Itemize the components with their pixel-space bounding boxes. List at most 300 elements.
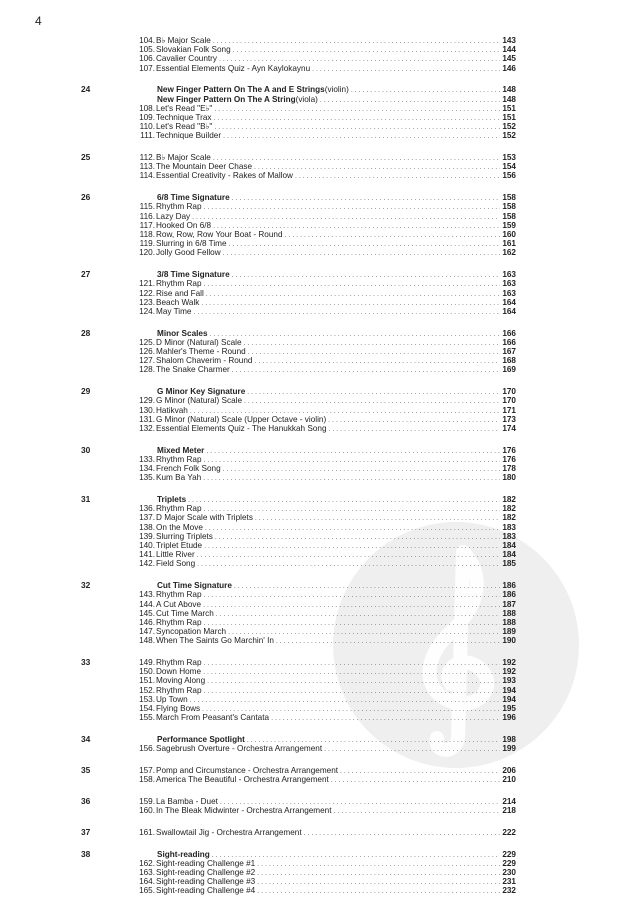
entry-title: D Minor (Natural) Scale [156,337,242,347]
toc-entry-row[interactable] [138,104,516,113]
entry-title: D Major Scale with Triplets [156,513,253,523]
toc-entry-row[interactable] [138,356,516,365]
entry-title: Triplet Etude [156,541,203,550]
page-ref: 162 [502,248,516,258]
entry-title: Rhythm Rap [156,504,202,514]
entry-number: 112. [139,153,155,163]
page-ref: 183 [502,531,516,541]
toc-section [0,193,640,257]
entry-number: 136. [139,504,155,514]
page-ref: 158 [502,211,516,221]
entry-title: Rhythm Rap [156,279,202,289]
entry-number: 120. [139,248,155,258]
entry-title: Sight-reading [157,849,210,859]
page-ref: 232 [502,886,516,896]
entry-title: G Minor (Natural) Scale (Upper Octave - violin) [156,414,327,424]
toc-entry-row[interactable] [138,406,516,415]
toc-entry-row[interactable] [138,877,516,886]
toc-entry-row[interactable] [138,455,516,464]
page-ref: 166 [502,328,516,338]
lesson-number: 24 [81,84,91,95]
toc-entry-row[interactable] [138,396,516,405]
page-ref: 152 [502,131,516,141]
entry-number: 132. [139,423,155,433]
toc-entry-row[interactable] [138,212,516,221]
toc-entry-row[interactable] [138,64,516,73]
lesson-number: 31 [81,494,91,505]
entry-title: Rise and Fall [156,288,204,298]
page-ref: 145 [502,54,516,64]
entry-number: 118. [139,229,155,239]
page-ref: 214 [502,796,516,806]
entry-title: Cut Time March [156,608,214,618]
entry-number: 140. [139,541,155,550]
page-ref: 161 [502,239,516,249]
toc-entry-row[interactable] [138,797,516,806]
page-ref: 222 [502,827,516,837]
toc-entry-row[interactable] [138,590,516,599]
entry-number: 110. [139,122,155,132]
entry-title: In The Bleak Midwinter - Orchestra Arrangement [156,806,332,816]
entry-number: 147. [139,627,155,637]
page-ref: 170 [502,396,516,406]
entry-title: May Time [156,306,192,316]
entry-number: 142. [139,559,155,569]
lesson-number: 30 [81,444,91,455]
toc-entry-row[interactable] [138,298,516,307]
entry-number: 105. [139,45,155,55]
toc-entry-row[interactable] [138,828,516,837]
entry-number: 155. [139,713,155,723]
page-ref: 148 [502,94,516,104]
toc-section [0,581,640,645]
page-ref: 154 [502,162,516,172]
toc-section [0,85,640,140]
toc-entry-row[interactable] [138,713,516,722]
page-ref: 164 [502,306,516,316]
entry-title: Up Town [156,694,188,704]
toc-entry-row[interactable] [138,550,516,559]
page-ref: 183 [502,522,516,532]
entry-number: 113. [139,162,155,172]
page-ref: 158 [502,193,516,203]
toc-entry-row[interactable] [138,806,516,815]
entry-number: 154. [139,704,155,713]
lesson-number: 35 [81,764,91,775]
entry-number: 159. [139,796,155,806]
toc-heading-row[interactable] [138,95,516,104]
entry-title: Essential Creativity - Rakes of Mallow [156,171,293,181]
toc-entry-row[interactable] [138,744,516,753]
toc-heading-row[interactable] [138,329,516,338]
entry-number: 137. [139,513,155,523]
dot-leader [223,132,500,141]
toc-section [0,735,640,753]
entry-number: 145. [139,608,155,618]
entry-number: 158. [139,775,155,785]
dot-leader [312,65,500,74]
page-ref: 182 [502,504,516,514]
page-ref: 195 [502,704,516,713]
page-ref: 185 [502,559,516,569]
entry-title: Slurring in 6/8 Time [156,239,227,249]
toc-heading-row[interactable] [138,387,516,396]
entry-title: Rhythm Rap [156,590,202,600]
entry-title: B♭ Major Scale [156,153,211,163]
page-ref: 170 [502,387,516,397]
page-ref: 143 [502,36,516,45]
toc-section [0,850,640,896]
entry-title: Technique Builder [156,131,222,141]
toc-section [0,797,640,815]
toc-entry-row[interactable] [138,600,516,609]
dot-leader [276,637,500,646]
entry-number: 146. [139,617,155,627]
entry-number: 126. [139,347,155,357]
toc-entry-row[interactable] [138,532,516,541]
entry-number: 163. [139,868,155,878]
entry-title: Let's Read "B♭" [156,122,213,132]
toc-entry-row[interactable] [138,609,516,618]
entry-title: New Finger Pattern On The A and E Strings(violin) [157,85,349,95]
toc-entry-row[interactable] [138,464,516,473]
lesson-number: 33 [81,657,91,668]
entry-number: 152. [139,685,155,695]
toc-entry-row[interactable] [138,162,516,171]
entry-number: 143. [139,590,155,600]
entry-number: 157. [139,765,155,775]
lesson-number: 29 [81,386,91,397]
entry-title: Flying Bows [156,704,201,713]
entry-number: 111. [140,131,155,141]
entry-title: Technique Trax [156,112,212,122]
toc-entry-row[interactable] [138,676,516,685]
entry-number: 134. [139,464,155,474]
toc-section [0,446,640,483]
entry-title: Little River [156,550,195,560]
page-ref: 193 [502,676,516,686]
page-ref: 229 [502,858,516,868]
entry-number: 128. [139,365,155,375]
page-ref: 168 [502,356,516,366]
entry-title: Mahler's Theme - Round [156,347,246,357]
entry-title: 3/8 Time Signature [157,270,230,280]
entry-title: French Folk Song [156,464,221,474]
lesson-number: 34 [81,733,91,744]
page-ref: 196 [502,713,516,723]
page-ref: 186 [502,590,516,600]
entry-number: 164. [139,877,155,887]
entry-number: 148. [139,636,155,646]
page-ref: 169 [502,365,516,375]
toc-heading-row[interactable] [138,446,516,455]
toc-entry-row[interactable] [138,122,516,131]
toc-entry-row[interactable] [138,686,516,695]
toc-entry-row[interactable] [138,695,516,704]
entry-title: B♭ Major Scale [156,36,211,45]
page-ref: 229 [502,849,516,859]
entry-title: Rhythm Rap [156,617,202,627]
toc-entry-row[interactable] [138,868,516,877]
lesson-number: 38 [81,848,91,859]
entry-title: Mixed Meter [157,445,205,455]
entry-number: 141. [139,550,155,560]
entry-title: Moving Along [156,676,206,686]
toc-heading-row[interactable] [138,495,516,504]
page-ref: 190 [502,636,516,646]
entry-title: Beach Walk [156,297,200,307]
entry-number: 117. [139,220,155,230]
toc-entry-row[interactable] [138,230,516,239]
entry-title: G Minor (Natural) Scale [156,396,242,406]
entry-number: 121. [139,279,155,289]
lesson-number: 36 [81,795,91,806]
entry-number: 116. [139,211,155,221]
page-ref: 218 [502,806,516,816]
entry-title: When The Saints Go Marchin' In [156,636,274,646]
entry-title: Slovakian Folk Song [156,45,231,55]
toc-section [0,495,640,569]
page-ref: 188 [502,617,516,627]
page-ref: 176 [502,454,516,464]
page-ref: 206 [502,765,516,775]
entry-suffix: (viola) [295,94,318,104]
toc-entry-row[interactable] [138,202,516,211]
page-ref: 198 [502,734,516,744]
toc-entry-row[interactable] [138,279,516,288]
toc-entry-row[interactable] [138,54,516,63]
toc-section [0,828,640,837]
toc-section [0,36,640,73]
dot-leader [295,172,500,181]
toc-entry-row[interactable] [138,636,516,645]
entry-title: Slurring Triplets [156,531,213,541]
toc-entry-row[interactable] [138,658,516,667]
dot-leader [197,560,500,569]
entry-number: 138. [139,522,155,532]
entry-number: 129. [139,396,155,406]
lesson-number: 25 [81,152,91,163]
dot-leader [257,887,500,896]
page-ref: 194 [502,694,516,704]
entry-title: March From Peasant's Cantata [156,713,270,723]
toc-entry-row[interactable] [138,886,516,895]
toc-entry-row[interactable] [138,627,516,636]
entry-title: Minor Scales [157,328,208,338]
toc-heading-row[interactable] [138,270,516,279]
entry-title: Kum Ba Yah [156,473,202,483]
entry-title: Cut Time Signature [157,581,232,591]
page-ref: 199 [502,744,516,754]
toc-heading-row[interactable] [138,735,516,744]
entry-title: Sight-reading Challenge #2 [156,868,256,878]
page-ref: 163 [502,270,516,280]
entry-number: 153. [139,694,155,704]
entry-number: 114. [139,171,155,181]
dot-leader [203,474,500,483]
toc-entry-row[interactable] [138,365,516,374]
entry-number: 144. [139,599,155,609]
entry-title: The Mountain Deer Chase [156,162,253,172]
entry-title: Rhythm Rap [156,658,202,668]
entry-number: 149. [139,658,155,668]
toc-section [0,270,640,316]
page-ref: 192 [502,667,516,677]
dot-leader [329,425,501,434]
entry-title: A Cut Above [156,599,202,609]
toc-entry-row[interactable] [138,541,516,550]
entry-number: 115. [139,202,155,212]
toc-section [0,329,640,375]
toc-entry-row[interactable] [138,415,516,424]
entry-title: Cavalier Country [156,54,217,64]
page-number: 4 [35,14,42,28]
dot-leader [193,308,500,317]
dot-leader [331,776,501,785]
entry-number: 160. [139,806,155,816]
toc-entry-row[interactable] [138,221,516,230]
toc-entry-row[interactable] [138,667,516,676]
toc-heading-row[interactable] [138,193,516,202]
page-ref: 176 [502,445,516,455]
entry-title: Hatikvah [156,405,188,415]
toc-entry-row[interactable] [138,523,516,532]
toc-entry-row[interactable] [138,859,516,868]
page-ref: 151 [502,112,516,122]
page-ref: 153 [502,153,516,163]
toc-entry-row[interactable] [138,153,516,162]
page-ref: 192 [502,658,516,668]
page-ref: 164 [502,297,516,307]
entry-title: 6/8 Time Signature [157,193,230,203]
entry-title: Triplets [157,495,187,505]
page-ref: 180 [502,473,516,483]
page-ref: 171 [502,405,516,415]
page-ref: 184 [502,550,516,560]
toc-entry-row[interactable] [138,36,516,45]
lesson-number: 26 [81,192,91,203]
entry-number: 107. [139,63,155,73]
toc-entry-row[interactable] [138,473,516,482]
entry-number: 165. [139,886,155,896]
entry-title: Essential Elements Quiz - The Hanukkah Song [156,423,327,433]
entry-number: 151. [139,676,155,686]
entry-title: Hooked On 6/8 [156,220,212,230]
page-ref: 144 [502,45,516,55]
page-ref: 156 [502,171,516,181]
entry-title: Lazy Day [156,211,191,221]
toc-entry-row[interactable] [138,766,516,775]
page-ref: 174 [502,423,516,433]
toc-section [0,658,640,722]
page-ref: 163 [502,279,516,289]
entry-number: 127. [139,356,155,366]
entry-number: 133. [139,454,155,464]
entry-title: Rhythm Rap [156,202,202,212]
page-ref: 184 [502,541,516,550]
entry-title: Syncopation March [156,627,227,637]
page-ref: 186 [502,581,516,591]
toc-entry-row[interactable] [138,618,516,627]
dot-leader [223,249,501,258]
toc-heading-row[interactable] [138,850,516,859]
toc-entry-row[interactable] [138,559,516,568]
entry-number: 161. [139,827,155,837]
entry-number: 106. [139,54,155,64]
page-ref: 160 [502,229,516,239]
page-ref: 148 [502,85,516,95]
toc-entry-row[interactable] [138,424,516,433]
page-ref: 178 [502,464,516,474]
toc-entry-row[interactable] [138,347,516,356]
toc-entry-row[interactable] [138,131,516,140]
page-ref: 146 [502,63,516,73]
entry-number: 122. [139,288,155,298]
entry-number: 124. [139,306,155,316]
lesson-number: 27 [81,269,91,280]
lesson-number: 28 [81,327,91,338]
page-ref: 231 [502,877,516,887]
entry-title: La Bamba - Duet [156,796,218,806]
entry-number: 131. [139,414,155,424]
entry-suffix: (violin) [324,85,349,95]
entry-number: 156. [139,744,155,754]
entry-title: Sagebrush Overture - Orchestra Arrangement [156,744,323,754]
entry-title: Rhythm Rap [156,685,202,695]
toc-entry-row[interactable] [138,248,516,257]
page-ref: 182 [502,513,516,523]
page-ref: 167 [502,347,516,357]
entry-number: 125. [139,337,155,347]
entry-number: 139. [139,531,155,541]
entry-title: Swallowtail Jig - Orchestra Arrangement [156,827,302,837]
page-ref: 151 [502,103,516,113]
dot-leader [334,807,501,816]
page-ref: 210 [502,775,516,785]
toc-entry-row[interactable] [138,171,516,180]
toc-heading-row[interactable] [138,85,516,94]
entry-title: Sight-reading Challenge #3 [156,877,256,887]
toc-entry-row[interactable] [138,45,516,54]
toc-entry-row[interactable] [138,239,516,248]
entry-title: Essential Elements Quiz - Ayn Kaylokaynu [156,63,311,73]
page-ref: 166 [502,337,516,347]
toc-entry-row[interactable] [138,775,516,784]
entry-title: Rhythm Rap [156,454,202,464]
toc-entry-row[interactable] [138,338,516,347]
entry-title: New Finger Pattern On The A String(viola) [157,94,318,104]
toc-entry-row[interactable] [138,113,516,122]
toc-entry-row[interactable] [138,513,516,522]
dot-leader [271,714,500,723]
entry-title: Shalom Chaverim - Round [156,356,253,366]
entry-title: Row, Row, Row Your Boat - Round [156,229,283,239]
lesson-number: 37 [81,826,91,837]
toc-entry-row[interactable] [138,289,516,298]
toc-heading-row[interactable] [138,581,516,590]
toc-entry-row[interactable] [138,704,516,713]
page-ref: 173 [502,414,516,424]
toc-entry-row[interactable] [138,504,516,513]
entry-number: 130. [139,405,155,415]
entry-title: Field Song [156,559,196,569]
page-ref: 194 [502,685,516,695]
toc-section [0,153,640,181]
entry-number: 150. [139,667,155,677]
toc-entry-row[interactable] [138,307,516,316]
dot-leader [232,366,501,375]
entry-title: Let's Read "E♭" [156,103,213,113]
